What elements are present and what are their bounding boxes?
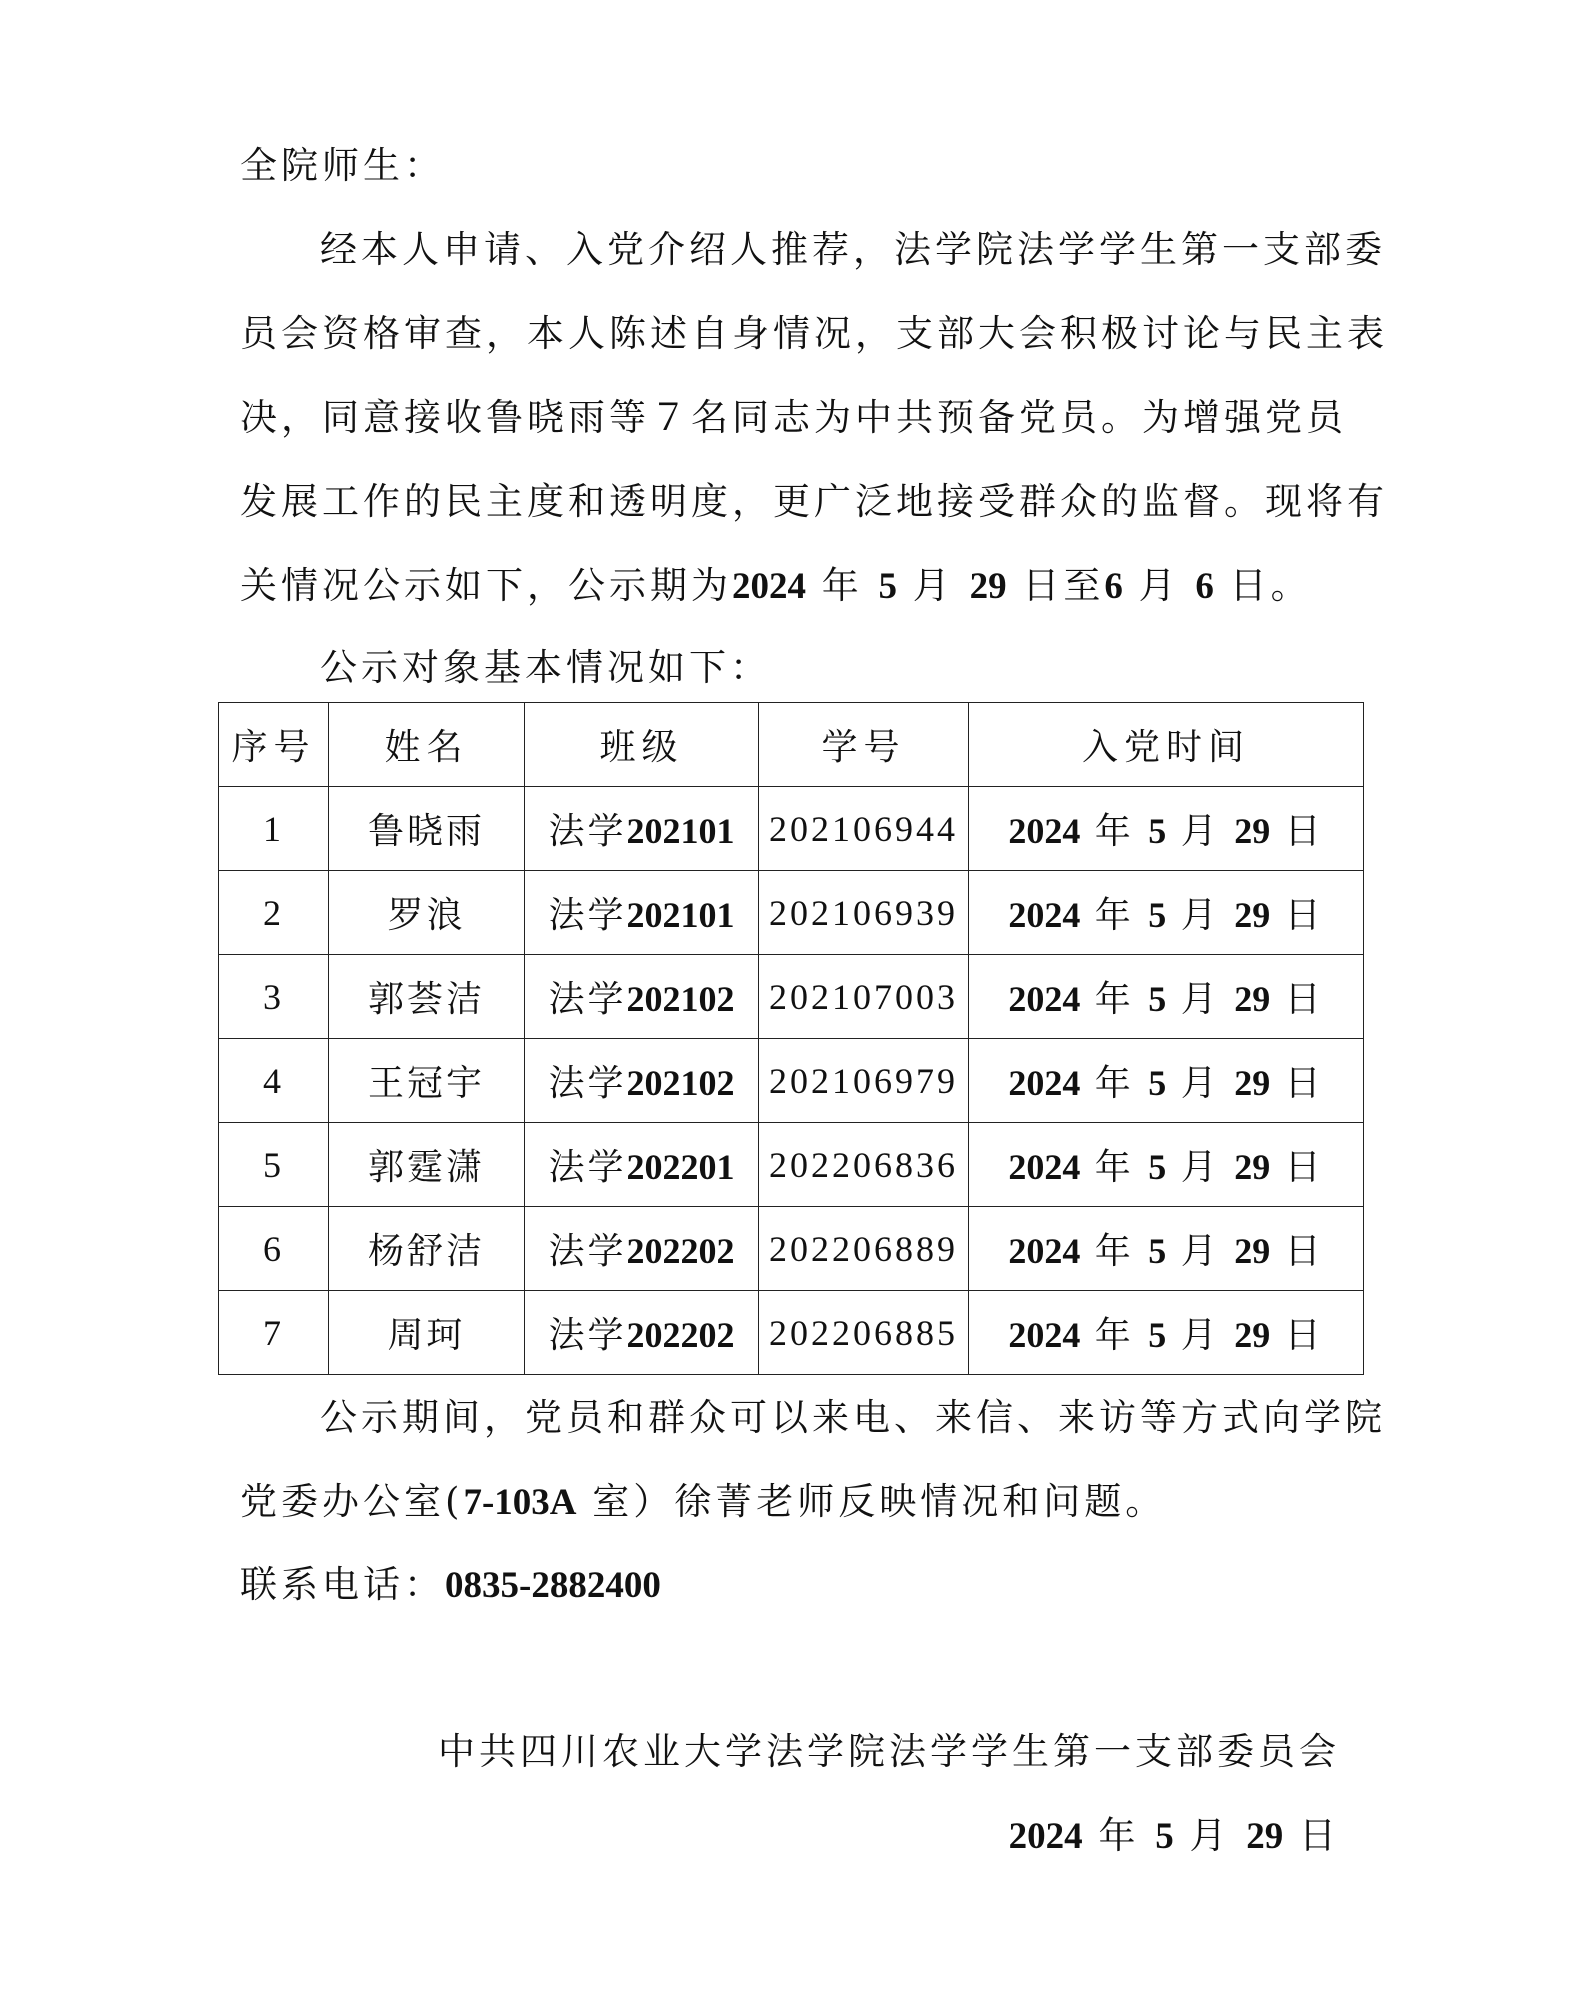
date-year: 2024: [1008, 1147, 1081, 1187]
cell-join-date: [969, 787, 1364, 871]
table-row: [219, 787, 1364, 871]
date-day-char: 日: [1284, 1231, 1324, 1272]
date-year-char: 年: [1094, 1315, 1134, 1356]
date-year-char: 年: [1094, 1231, 1134, 1272]
date-month: 5: [1148, 895, 1167, 935]
period-end-text: 日。: [1229, 564, 1312, 607]
date-month: 5: [1148, 811, 1167, 851]
date-month: 5: [1148, 1315, 1167, 1355]
contact-line-2: [240, 1478, 1166, 1527]
date-month-char: 月: [1180, 1231, 1220, 1272]
class-prefix: 法学: [548, 1315, 627, 1356]
date-year-char: 年: [1094, 1147, 1134, 1188]
cell-class: [525, 871, 759, 955]
cell-student-id: 202107003: [759, 955, 969, 1039]
date-year: 2024: [1008, 1063, 1081, 1103]
class-number: 202202: [626, 1315, 735, 1355]
signature-day: 29: [1246, 1816, 1284, 1857]
table-row: [219, 955, 1364, 1039]
date-month-char: 月: [1180, 895, 1220, 936]
table-row: [219, 1207, 1364, 1291]
date-day-char: 日: [1284, 1147, 1324, 1188]
cell-name: 周珂: [329, 1291, 525, 1375]
date-day: 29: [1234, 1147, 1271, 1187]
cell-class: [525, 787, 759, 871]
date-month-char: 月: [1180, 1063, 1220, 1104]
cell-student-id: 202206836: [759, 1123, 969, 1207]
period-start-day: 29: [969, 566, 1007, 607]
period-start-month: 5: [878, 566, 898, 607]
intro-line-1: 经本人申请、入党介绍人推荐，法学院法学学生第一支部委: [320, 228, 1386, 271]
table-row: [219, 1039, 1364, 1123]
period-to-text: 日至: [1022, 564, 1105, 607]
cell-name: 鲁晓雨: [329, 787, 525, 871]
room-number: 7-103A: [463, 1482, 577, 1523]
signature-org: 中共四川农业大学法学院法学学生第一支部委员会: [438, 1730, 1340, 1773]
date-day-char: 日: [1284, 811, 1324, 852]
date-month-char: 月: [1180, 1147, 1220, 1188]
phone-number: 0835-2882400: [445, 1565, 661, 1606]
table-intro: 公示对象基本情况如下：: [320, 646, 771, 689]
phone-label: 联系电话：: [240, 1563, 445, 1606]
class-prefix: 法学: [548, 979, 627, 1020]
date-year: 2024: [1008, 1315, 1081, 1355]
cell-no: 4: [219, 1039, 329, 1123]
cell-name: 郭霆潇: [329, 1123, 525, 1207]
class-number: 202102: [626, 1063, 735, 1103]
period-end-month: 6: [1104, 566, 1123, 607]
intro-line-2: 员会资格审查，本人陈述自身情况，支部大会积极讨论与民主表: [240, 312, 1388, 355]
header-no: 序号: [219, 703, 329, 787]
date-day-char: 日: [1284, 979, 1324, 1020]
cell-class: [525, 1207, 759, 1291]
cell-join-date: [969, 1291, 1364, 1375]
table-row: [219, 1291, 1364, 1375]
cell-class: [525, 1039, 759, 1123]
date-month-char: 月: [1180, 1315, 1220, 1356]
cell-no: 2: [219, 871, 329, 955]
class-prefix: 法学: [548, 1147, 627, 1188]
date-year-char: 年: [1094, 811, 1134, 852]
cell-no: 7: [219, 1291, 329, 1375]
signature-day-char: 日: [1299, 1814, 1340, 1857]
cell-student-id: 202106939: [759, 871, 969, 955]
date-day: 29: [1234, 1231, 1271, 1271]
salutation: 全院师生：: [240, 144, 445, 187]
cell-join-date: [969, 871, 1364, 955]
cell-join-date: [969, 1123, 1364, 1207]
date-month: 5: [1148, 979, 1167, 1019]
class-prefix: 法学: [548, 1063, 627, 1104]
date-day: 29: [1234, 979, 1271, 1019]
class-number: 202101: [626, 811, 735, 851]
intro-line-5: [240, 562, 1312, 611]
cell-name: 罗浪: [329, 871, 525, 955]
signature-month: 5: [1155, 1816, 1174, 1857]
cell-class: [525, 1123, 759, 1207]
cell-no: 1: [219, 787, 329, 871]
cell-join-date: [969, 1207, 1364, 1291]
period-end-month-char: 月: [1138, 564, 1180, 607]
cell-student-id: 202106979: [759, 1039, 969, 1123]
class-prefix: 法学: [548, 1231, 627, 1272]
contact-office-text: 党委办公室(: [240, 1480, 464, 1523]
date-day: 29: [1234, 1063, 1271, 1103]
class-prefix: 法学: [548, 895, 627, 936]
signature-month-char: 月: [1189, 1814, 1231, 1857]
period-end-day: 6: [1195, 566, 1214, 607]
phone-line: [240, 1561, 661, 1610]
period-month-char: 月: [912, 564, 954, 607]
date-month-char: 月: [1180, 811, 1220, 852]
date-year: 2024: [1008, 979, 1081, 1019]
date-year: 2024: [1008, 895, 1081, 935]
date-month: 5: [1148, 1147, 1167, 1187]
class-number: 202202: [626, 1231, 735, 1271]
table-row: [219, 871, 1364, 955]
header-name: 姓名: [329, 703, 525, 787]
contact-line-1: 公示期间，党员和群众可以来电、来信、来访等方式向学院: [320, 1396, 1386, 1439]
date-day-char: 日: [1284, 1063, 1324, 1104]
cell-join-date: [969, 955, 1364, 1039]
date-year-char: 年: [1094, 895, 1134, 936]
date-year-char: 年: [1094, 979, 1134, 1020]
date-day: 29: [1234, 1315, 1271, 1355]
cell-class: [525, 955, 759, 1039]
class-number: 202201: [626, 1147, 735, 1187]
date-year-char: 年: [1094, 1063, 1134, 1104]
date-day: 29: [1234, 811, 1271, 851]
class-number: 202102: [626, 979, 735, 1019]
date-month: 5: [1148, 1231, 1167, 1271]
cell-name: 郭荟洁: [329, 955, 525, 1039]
contact-teacher-text: 室）徐菁老师反映情况和问题。: [592, 1480, 1167, 1523]
table-header-row: [219, 703, 1364, 787]
header-student-id: 学号: [759, 703, 969, 787]
header-join-date: 入党时间: [969, 703, 1364, 787]
table-row: [219, 1123, 1364, 1207]
cell-student-id: 202106944: [759, 787, 969, 871]
cell-join-date: [969, 1039, 1364, 1123]
date-month-char: 月: [1180, 979, 1220, 1020]
cell-name: 王冠宇: [329, 1039, 525, 1123]
table-body: [219, 787, 1364, 1375]
date-month: 5: [1148, 1063, 1167, 1103]
date-day-char: 日: [1284, 895, 1324, 936]
period-year-char: 年: [821, 564, 863, 607]
signature-year-char: 年: [1098, 1814, 1140, 1857]
header-class: 班级: [525, 703, 759, 787]
cell-student-id: 202206885: [759, 1291, 969, 1375]
class-prefix: 法学: [548, 811, 627, 852]
intro-period-text: 关情况公示如下，公示期为: [240, 564, 732, 607]
signature-year: 2024: [1008, 1816, 1083, 1857]
date-year: 2024: [1008, 1231, 1081, 1271]
period-start-year: 2024: [732, 566, 806, 607]
intro-line-4: 发展工作的民主度和透明度，更广泛地接受群众的监督。现将有: [240, 480, 1388, 523]
signature-date: [1009, 1812, 1340, 1861]
cell-student-id: 202206889: [759, 1207, 969, 1291]
cell-no: 5: [219, 1123, 329, 1207]
date-day: 29: [1234, 895, 1271, 935]
date-year: 2024: [1008, 811, 1081, 851]
class-number: 202101: [626, 895, 735, 935]
candidate-table: [218, 702, 1364, 1375]
cell-no: 3: [219, 955, 329, 1039]
cell-no: 6: [219, 1207, 329, 1291]
intro-line-3: 决，同意接收鲁晓雨等７名同志为中共预备党员。为增强党员: [240, 396, 1347, 439]
cell-class: [525, 1291, 759, 1375]
cell-name: 杨舒洁: [329, 1207, 525, 1291]
date-day-char: 日: [1284, 1315, 1324, 1356]
